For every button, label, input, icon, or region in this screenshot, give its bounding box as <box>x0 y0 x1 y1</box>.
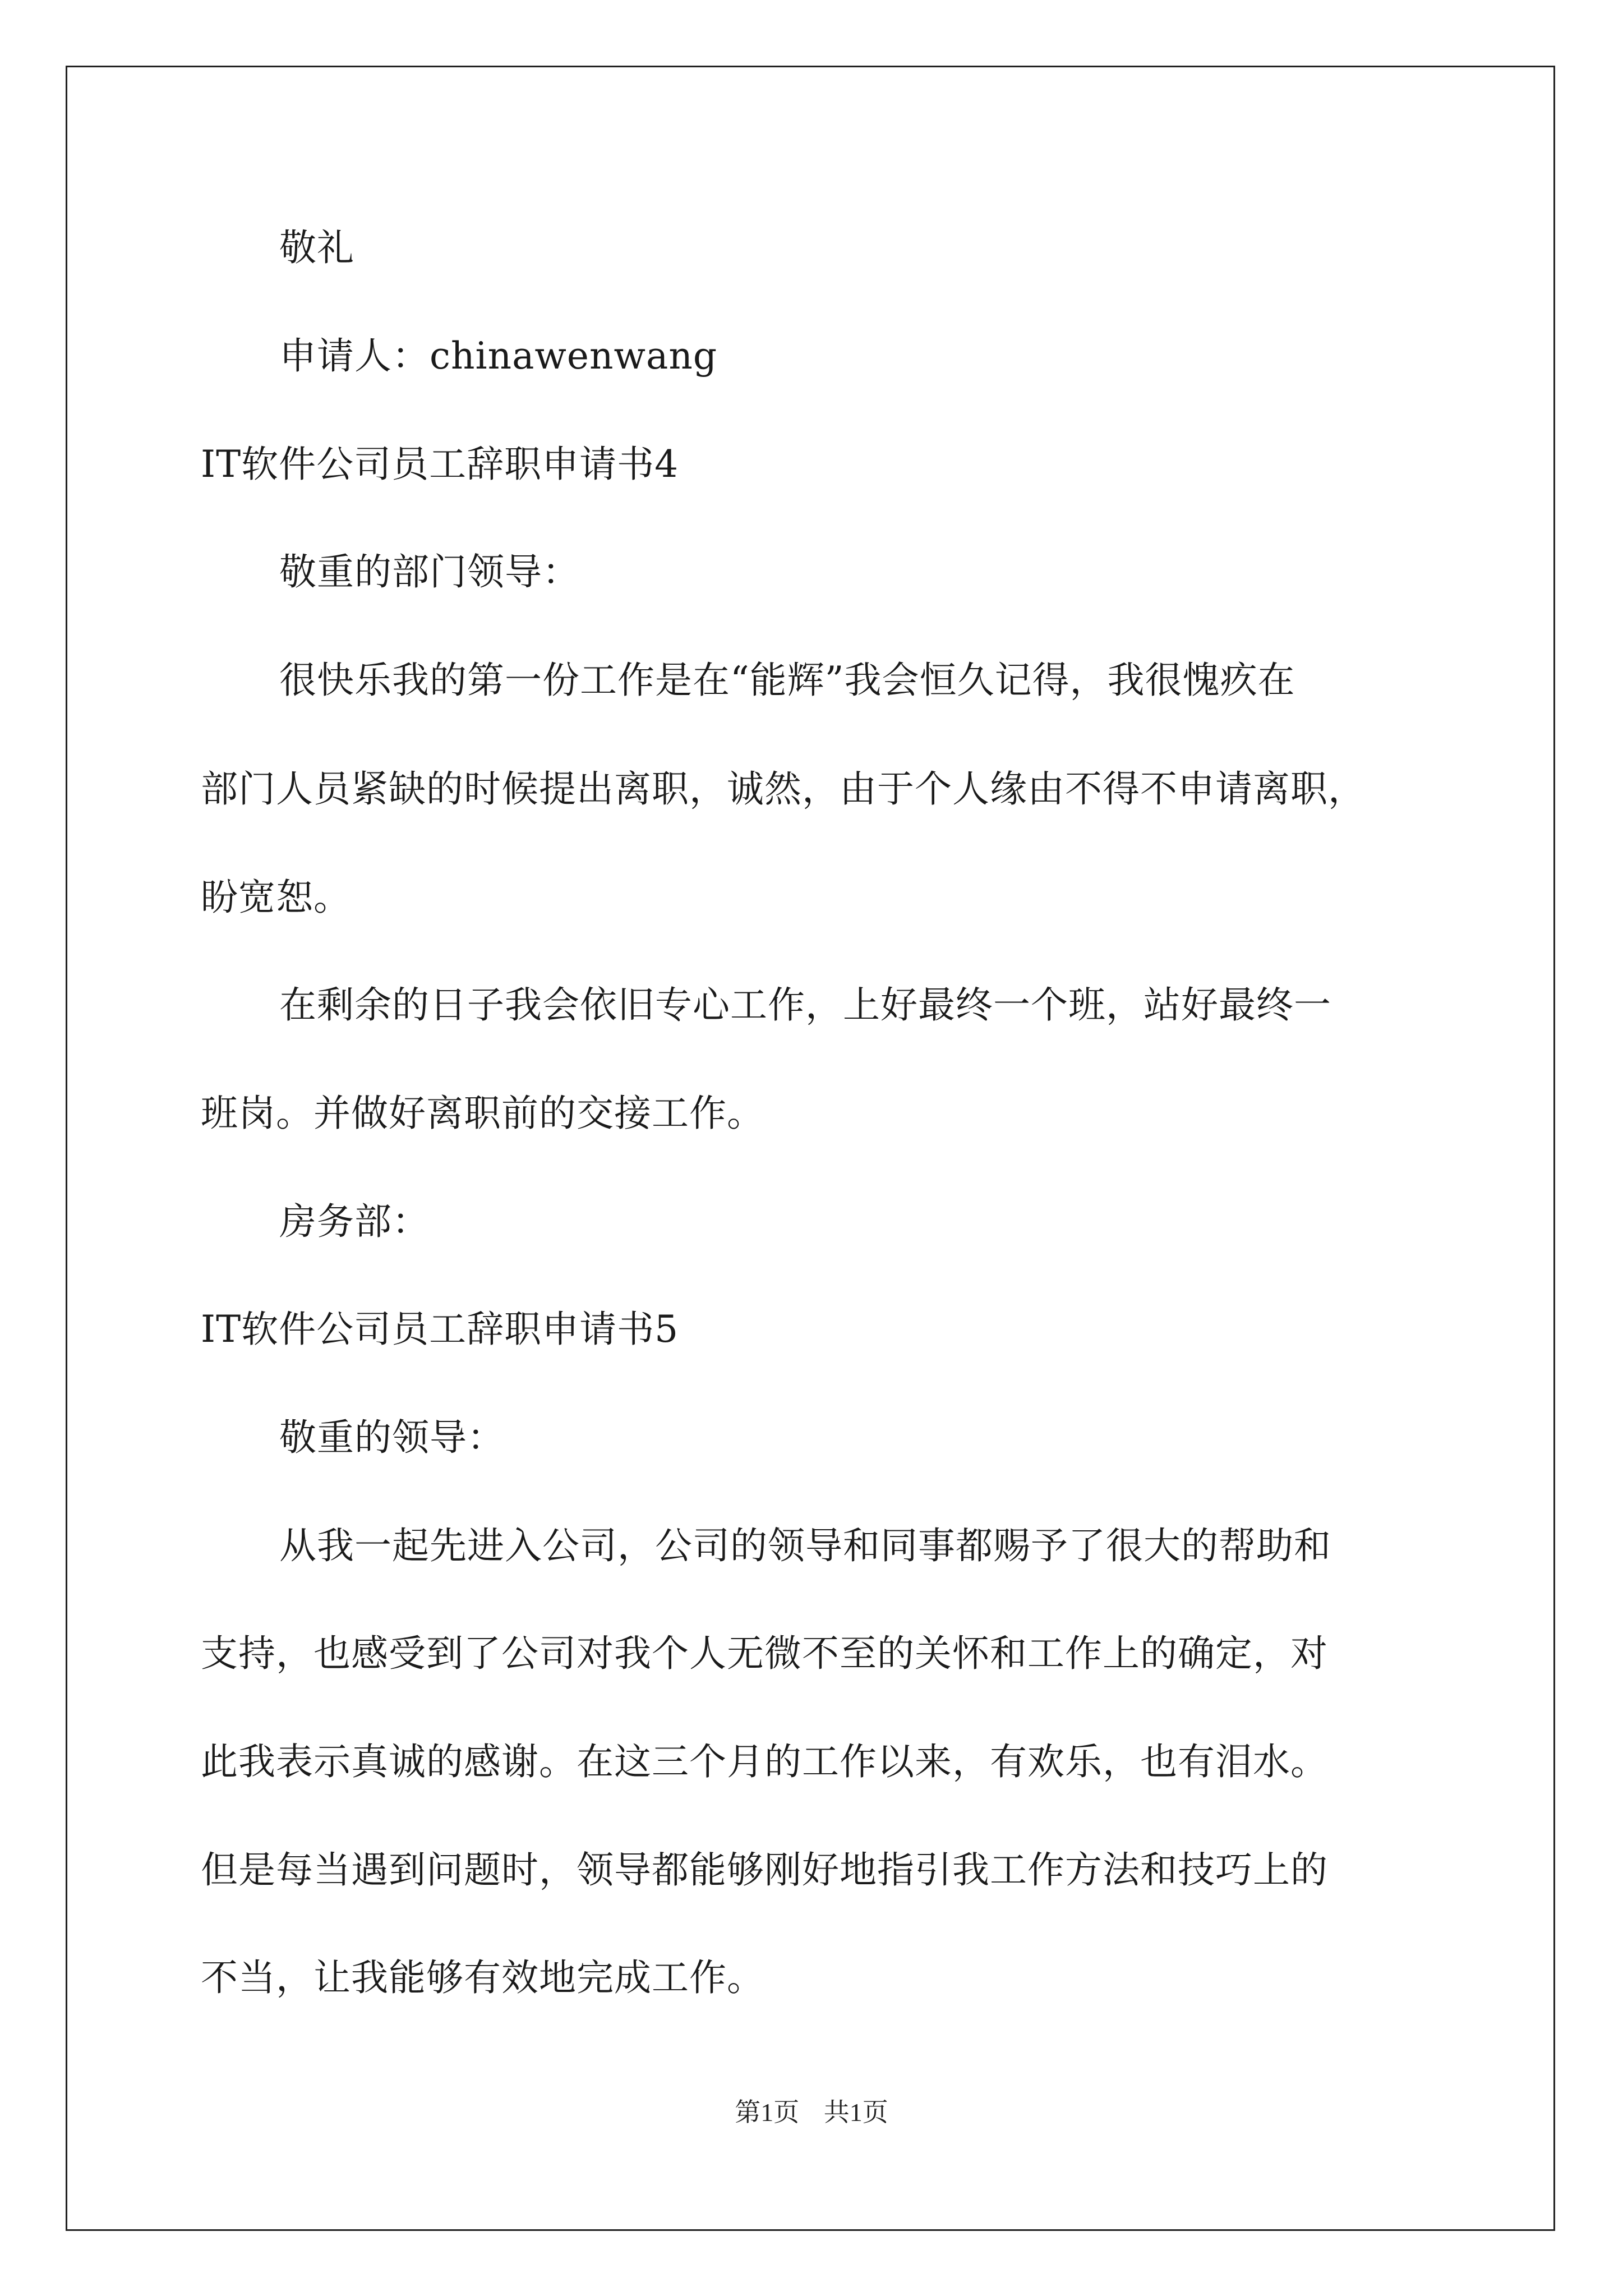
paragraph-line: 但是每当遇到问题时，领导都能够刚好地指引我工作方法和技巧上的 <box>201 1848 1328 1892</box>
department-signature: 房务部： <box>279 1200 430 1243</box>
paragraph-line: 部门人员紧缺的时候提出离职，诚然，由于个人缘由不得不申请离职， <box>201 767 1366 811</box>
closing-salutation: 敬礼 <box>279 226 354 269</box>
page-number-current: 第1页 <box>735 2098 800 2127</box>
section-title-4: IT软件公司员工辞职申请书4 <box>201 443 679 486</box>
greeting-4: 敬重的部门领导： <box>279 550 580 593</box>
paragraph-line: 班岗。并做好离职前的交接工作。 <box>201 1092 764 1135</box>
paragraph-line: 支持，也感受到了公司对我个人无微不至的关怀和工作上的确定，对 <box>201 1632 1328 1675</box>
section-title-5: IT软件公司员工辞职申请书5 <box>201 1308 679 1351</box>
paragraph-line: 很快乐我的第一份工作是在“能辉”我会恒久记得，我很愧疚在 <box>279 659 1295 702</box>
greeting-5: 敬重的领导： <box>279 1416 505 1459</box>
applicant-signature: 申请人：chinawenwang <box>279 334 718 378</box>
page-footer <box>0 2097 1623 2128</box>
paragraph-line: 此我表示真诚的感谢。在这三个月的工作以来，有欢乐，也有泪水。 <box>201 1740 1328 1783</box>
paragraph-line: 盼宽恕。 <box>201 876 351 919</box>
paragraph-line: 不当，让我能够有效地完成工作。 <box>201 1956 764 1999</box>
paragraph-line: 在剩余的日子我会依旧专心工作，上好最终一个班，站好最终一 <box>279 983 1331 1027</box>
page-number-total: 共1页 <box>823 2098 888 2127</box>
paragraph-line: 从我一起先进入公司，公司的领导和同事都赐予了很大的帮助和 <box>279 1524 1331 1567</box>
page-border <box>66 66 1555 2231</box>
